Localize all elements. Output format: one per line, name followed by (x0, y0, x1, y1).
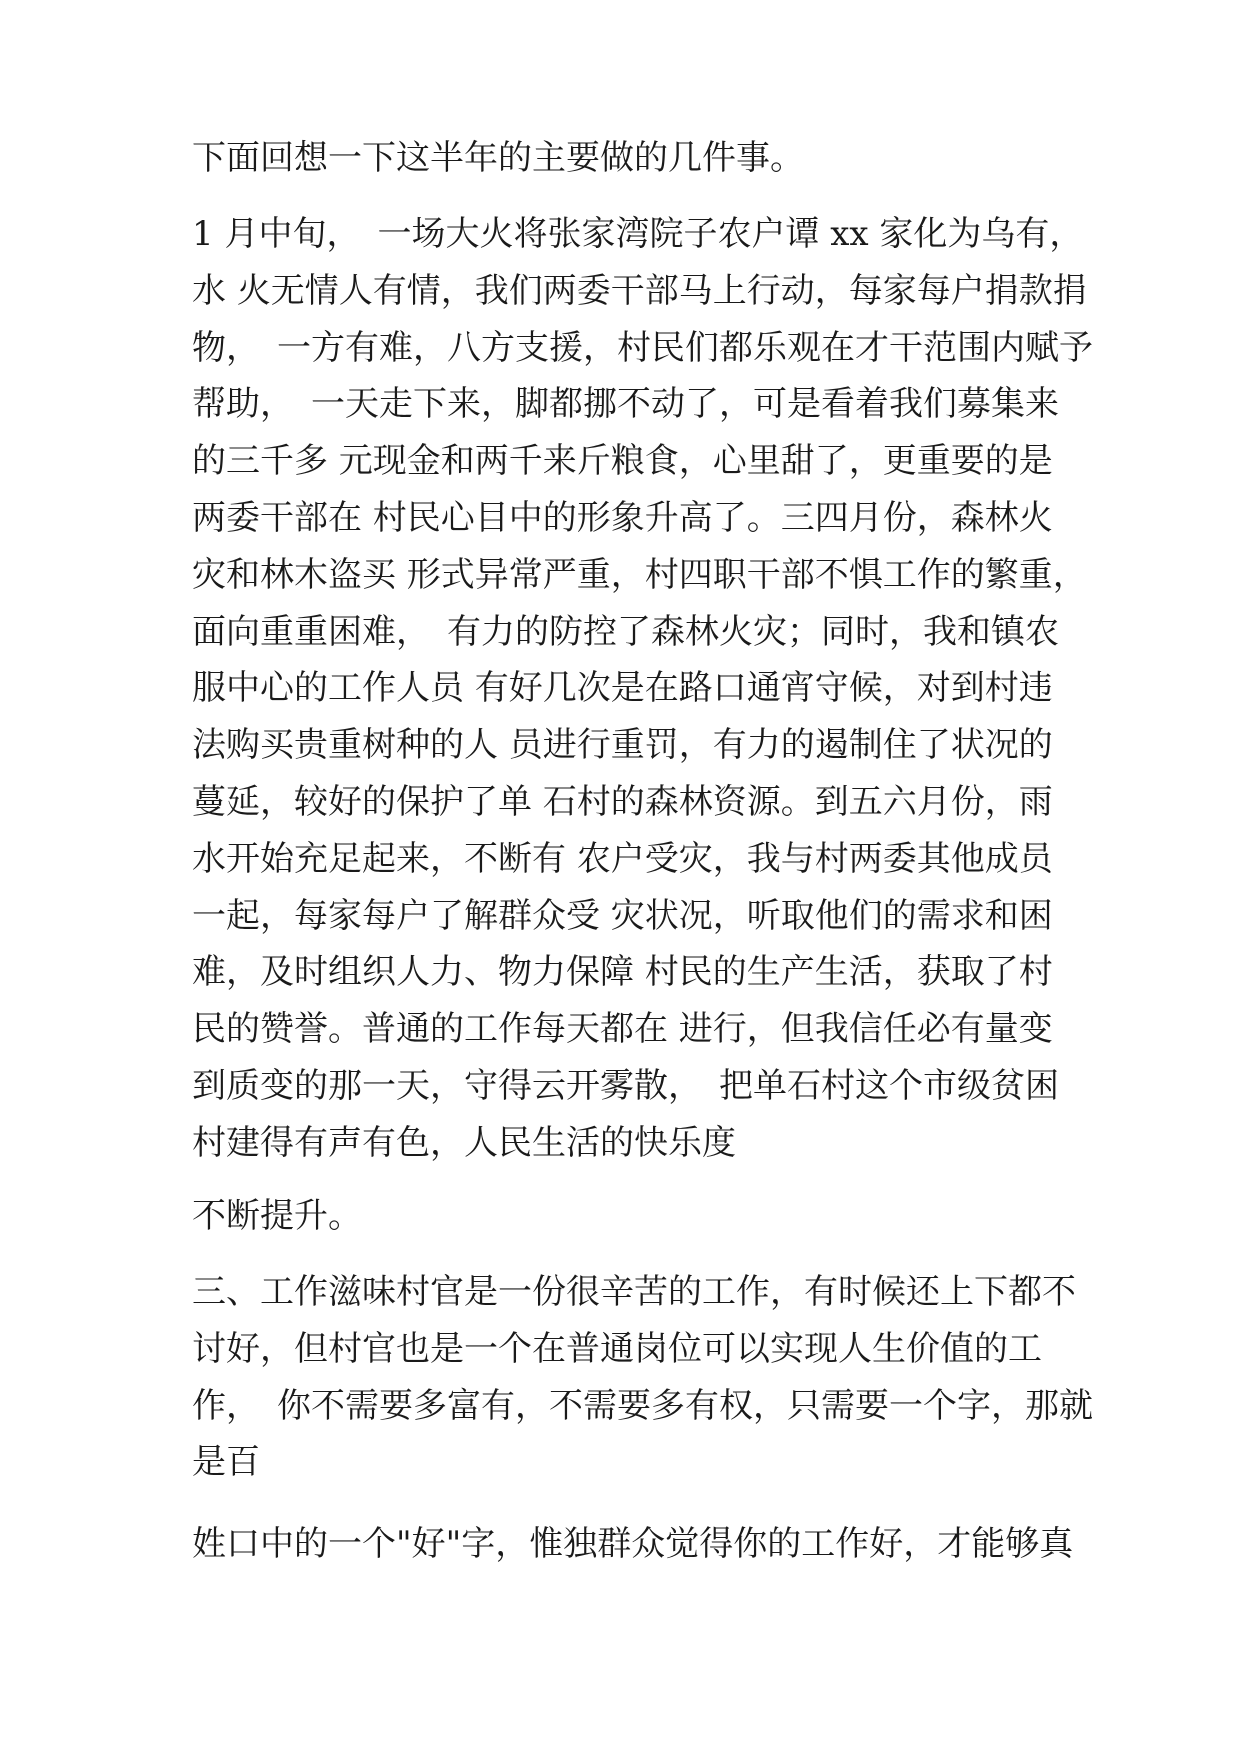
text-line: 两委干部在 村民心目中的形象升高了。三四月份，森林火 (192, 497, 1053, 538)
text-line: 1 月中旬， 一场大火将张家湾院子农户谭 xx 家化为乌有， (192, 214, 1084, 254)
text-line: 下面回想一下这半年的主要做的几件事。 (192, 138, 804, 178)
intro-paragraph (192, 130, 804, 187)
text-line: 民的赞誉。普通的工作每天都在 进行，但我信任必有量变 (192, 1009, 1053, 1050)
section-three-continued-paragraph (192, 1516, 1073, 1573)
text-line: 法购买贵重树种的人 员进行重罚，有力的遏制住了状况的 (192, 725, 1053, 766)
text-line: 灾和林木盗买 形式异常严重，村四职干部不惧工作的繁重， (192, 554, 1087, 595)
text-line: 作， 你不需要多富有，不需要多有权，只需要一个字，那就 (192, 1385, 1093, 1426)
text-line: 面向重重困难， 有力的防控了森林火灾；同时，我和镇农 (192, 611, 1059, 652)
text-line: 帮助， 一天走下来，脚都挪不动了，可是看着我们募集来 (192, 384, 1059, 425)
events-paragraph (192, 206, 1093, 1172)
text-line: 是百 (192, 1442, 260, 1483)
text-line: 水 火无情人有情，我们两委干部马上行动，每家每户捐款捐 (192, 270, 1087, 311)
text-line: 三、工作滋味村官是一份很辛苦的工作，有时候还上下都不 (192, 1272, 1076, 1312)
text-line: 难，及时组织人力、物力保障 村民的生产生活，获取了村 (192, 952, 1053, 993)
text-line: 物， 一方有难，八方支援，村民们都乐观在才干范围内赋予 (192, 327, 1093, 368)
text-line: 姓口中的一个"好"字，惟独群众觉得你的工作好，才能够真 (192, 1524, 1074, 1564)
text-line: 一起，每家每户了解群众受 灾状况，听取他们的需求和困 (192, 895, 1053, 936)
text-line: 讨好，但村官也是一个在普通岗位可以实现人生价值的工 (192, 1328, 1042, 1369)
text-line: 水开始充足起来，不断有 农户受灾，我与村两委其他成员 (192, 838, 1053, 879)
text-line: 服中心的工作人员 有好几次是在路口通宵守候，对到村违 (192, 668, 1053, 709)
text-line: 的三千多 元现金和两千来斤粮食，心里甜了，更重要的是 (192, 441, 1053, 482)
text-line: 不断提升。 (192, 1196, 362, 1236)
text-line: 到质变的那一天，守得云开雾散， 把单石村这个市级贫困 (192, 1065, 1059, 1106)
text-line: 村建得有声有色，人民生活的快乐度 (192, 1122, 736, 1163)
events-end-paragraph (192, 1188, 362, 1245)
text-line: 蔓延，较好的保护了单 石村的森林资源。到五六月份，雨 (192, 781, 1053, 822)
section-three-paragraph (192, 1264, 1093, 1491)
